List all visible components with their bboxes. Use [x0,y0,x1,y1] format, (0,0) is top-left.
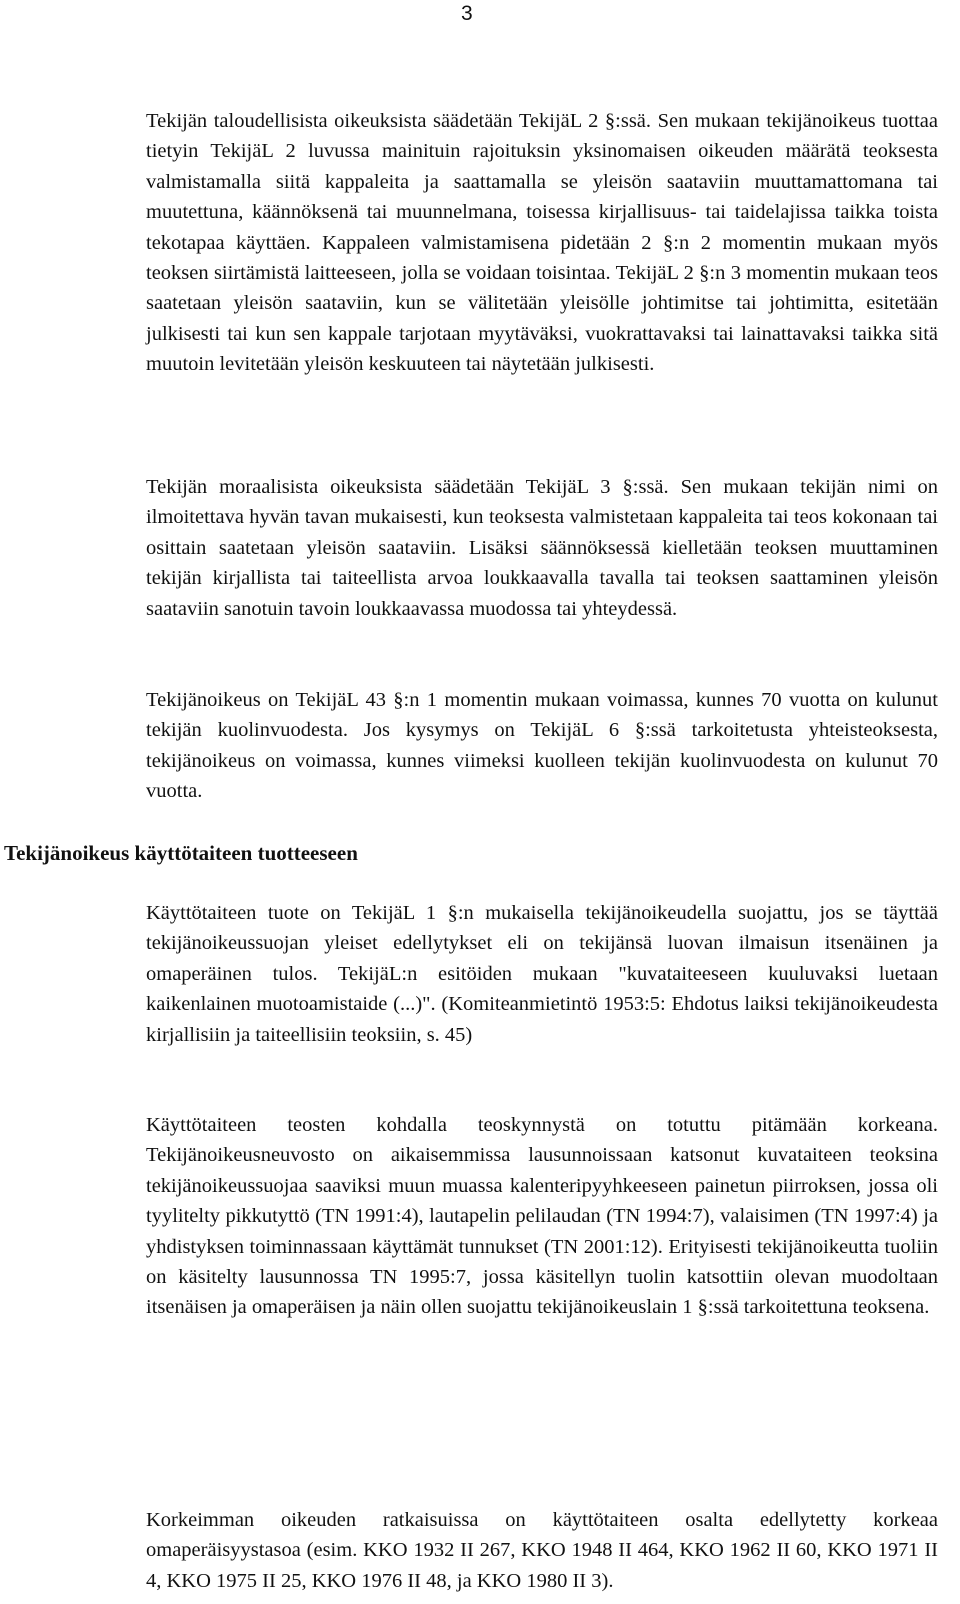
paragraph-copyright-duration: Tekijänoikeus on TekijäL 43 §:n 1 momentin mukaan voimassa, kunnes 70 vuotta on kulunut tekijän kuolinvuodesta. Jos kysymys on TekijäL 6 §:ssä tarkoitetusta yhteisteoksesta, tekijänoikeus on voimassa, kunnes viimeksi kuolleen tekijän kuolinvuodesta on kulunut 70 vuotta. [146,689,938,803]
paragraph-applied-art-protection: Käyttötaiteen tuote on TekijäL 1 §:n mukaisella tekijänoikeudella suojattu, jos se täyttää tekijänoikeussuojan yleiset edellytykset eli on tekijänsä luovan ilmaisun itsenäinen ja omaperäinen tulos. TekijäL:n esitöiden mukaan "kuvataiteeseen kuuluvaksi luetaan kaikenlainen muotoamistaide (...)". (Komiteanmietintö 1953:5: Ehdotus laiksi tekijänoikeudesta kirjallisiin ja taiteellisiin teoksiin, s. 45) [146,902,938,1046]
section-heading: Tekijänoikeus käyttötaiteen tuotteeseen [4,841,358,865]
paragraph-economic-rights: Tekijän taloudellisista oikeuksista säädetään TekijäL 2 §:ssä. Sen mukaan tekijänoikeus tuottaa tietyin TekijäL 2 luvussa mainituin rajoituksin yksinomaisen oikeuden määrätä teoksesta valmistamalla siitä kappaleita ja saattamalla se yleisön saataviin muuttamattomana tai muutettuna, käännöksenä tai muunnelmana, toisessa kirjallisuus- tai taidelajissa taikka toista tekotapaa käyttäen. Kappaleen valmistamisena pidetään 2 §:n 2 momentin mukaan myös teoksen siirtämistä laitteeseen, jolla se voidaan toisintaa. TekijäL 2 §:n 3 momentin mukaan teos saatetaan yleisön saataviin, kun se välitetään yleisölle johtimitse tai johtimitta, esitetään julkisesti tai kun sen kappale tarjotaan myytäväksi, vuokrattavaksi tai lainattavaksi taikka sitä muutoin levitetään yleisön keskuuteen tai näytetään julkisesti. [146,110,938,376]
paragraph-moral-rights: Tekijän moraalisista oikeuksista säädetään TekijäL 3 §:ssä. Sen mukaan tekijän nimi on ilmoitettava hyvän tavan mukaisesti, kun teoksesta valmistetaan kappaleita tai teos kokonaan tai osittain saatetaan yleisön saataviin. Lisäksi säännöksessä kielletään teoksen muuttaminen tekijän kirjallista tai taiteellista arvoa loukkaavalla tavalla tai teoksen saattaminen yleisön saataviin sanotuin tavoin loukkaavassa muodossa tai yhteydessä. [146,476,938,620]
paragraph-originality-threshold: Käyttötaiteen teosten kohdalla teoskynnystä on totuttu pitämään korkeana. Tekijänoikeusneuvosto on aikaisemmissa lausunnoissaan katsonut kuvataiteen teoksina tekijänoikeussuojaa saaviksi muun muassa kalenteripyyhkeeseen painetun piirroksen, jossa oli tyylitelty pikkutyttö (TN 1991:4), lautapelin pelilaudan (TN 1994:7), valaisimen (TN 1997:4) ja yhdistyksen toiminnassaan käyttämät tunnukset (TN 2001:12). Erityisesti tekijänoikeutta tuoliin on käsitelty lausunnossa TN 1995:7, jossa käsitellyn tuolin katsottiin olevan muodoltaan itsenäisen ja omaperäisen ja näin ollen suojattu tekijänoikeuslain 1 §:ssä tarkoitettuna teoksena. [146,1114,938,1319]
paragraph-supreme-court-cases: Korkeimman oikeuden ratkaisuissa on käyttötaiteen osalta edellytetty korkeaa omaperäisyystasoa (esim. KKO 1932 II 267, KKO 1948 II 464, KKO 1962 II 60, KKO 1971 II 4, KKO 1975 II 25, KKO 1976 II 48, ja KKO 1980 II 3). [146,1509,938,1592]
page-number: 3 [461,2,473,25]
